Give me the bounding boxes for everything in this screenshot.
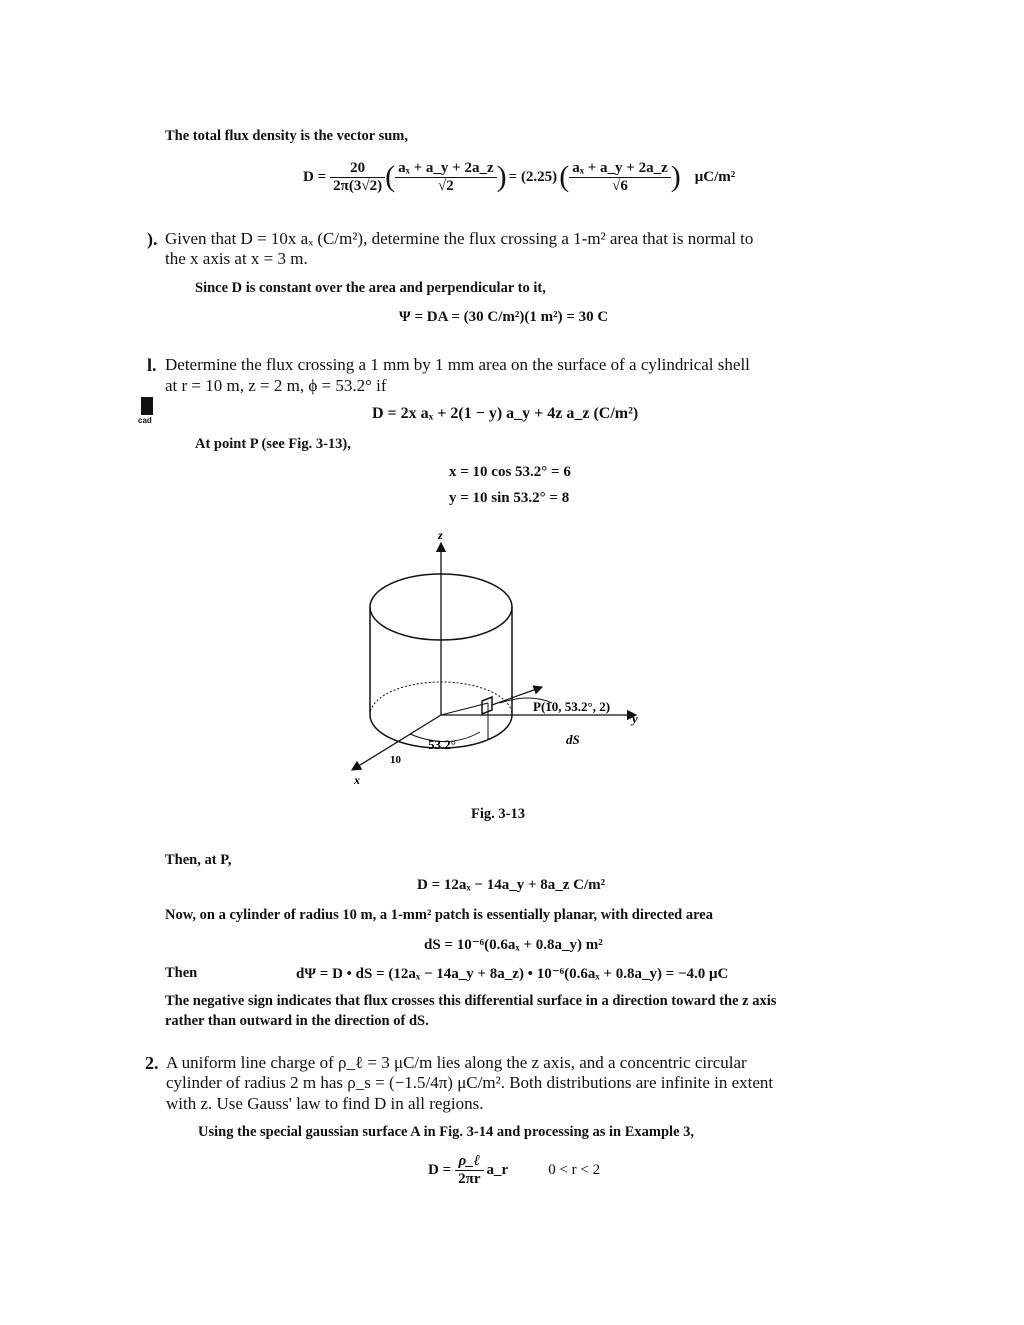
eq-lhs: D = — [428, 1161, 452, 1178]
cylinder-diagram — [330, 525, 650, 790]
margin-mark-text: cad — [138, 416, 152, 425]
label-angle: 53.2° — [428, 737, 456, 752]
eq-range: 0 < r < 2 — [548, 1161, 601, 1178]
problem-text-line3: with z. Use Gauss' law to find D in all regions. — [166, 1094, 484, 1113]
problem-number: 2. — [145, 1053, 159, 1073]
vec1-num: aₓ + a_y + 2a_z — [395, 160, 497, 178]
vec2-fraction — [569, 160, 671, 195]
negative-sign-line1: The negative sign indicates that flux crosses this differential surface in a direction toward the z axis — [165, 993, 777, 1009]
problem-number: l. — [147, 355, 157, 375]
problem-text-line1: Given that D = 10x aₓ (C/m²), determine the flux crossing a 1-m² area that is normal to — [165, 229, 754, 248]
d-region1-equation — [428, 1150, 600, 1190]
coef-fraction — [330, 160, 385, 195]
coef-den: 2π(3√2) — [333, 177, 383, 194]
vec2-den: √6 — [612, 177, 628, 194]
intro-text: The total flux density is the vector sum, — [165, 128, 409, 144]
at-point-text: At point P (see Fig. 3-13), — [195, 436, 351, 452]
label-x: x — [354, 773, 360, 787]
vec1-fraction — [395, 160, 497, 195]
eq-num: ρ_ℓ — [455, 1153, 483, 1171]
solution-text: Since D is constant over the area and perpendicular to it, — [195, 280, 546, 296]
label-point: P(10, 53.2°, 2) — [533, 699, 611, 714]
ds-equation: dS = 10⁻⁶(0.6aₓ + 0.8a_y) m² — [424, 937, 603, 953]
negative-sign-line2: rather than outward in the direction of dS. — [165, 1013, 429, 1029]
figure-3-13 — [330, 525, 650, 790]
solution-text: Using the special gaussian surface A in Fig. 3-14 and processing as in Example 3, — [198, 1124, 695, 1140]
eq-unit: μC/m² — [694, 168, 736, 185]
problem-text-line2: cylinder of radius 2 m has ρ_s = (−1.5/4π) μC/m². Both distributions are infinite in extent — [166, 1073, 774, 1092]
margin-mark-icon — [141, 397, 153, 415]
then-at-p-text: Then, at P, — [165, 852, 232, 868]
eq-mid: = (2.25) — [508, 168, 558, 185]
problem-text-line2: the x axis at x = 3 m. — [165, 249, 308, 268]
eq-fraction — [455, 1153, 483, 1188]
vec2-num: aₓ + a_y + 2a_z — [569, 160, 671, 178]
dpsi-equation: dΨ = D • dS = (12aₓ − 14a_y + 8a_z) • 10⁻⁶(0.6aₓ + 0.8a_y) = −4.0 μC — [296, 966, 729, 982]
label-y: y — [632, 711, 638, 726]
y-equation: y = 10 sin 53.2° = 8 — [449, 490, 570, 506]
coef-num: 20 — [330, 160, 385, 178]
eq-lhs: D = — [303, 168, 327, 185]
problem-text-line1: A uniform line charge of ρ_ℓ = 3 μC/m lies along the z axis, and a concentric circular — [166, 1053, 747, 1072]
label-z: z — [438, 528, 443, 542]
now-text: Now, on a cylinder of radius 10 m, a 1-mm² patch is essentially planar, with directed area — [165, 907, 713, 923]
vec1-den: √2 — [438, 177, 454, 194]
label-radius: 10 — [390, 754, 401, 766]
figure-caption: Fig. 3-13 — [471, 806, 525, 822]
flux-equation: Ψ = DA = (30 C/m²)(1 m²) = 30 C — [399, 309, 609, 325]
label-ds: dS — [566, 732, 580, 747]
problem-text-line1: Determine the flux crossing a 1 mm by 1 mm area on the surface of a cylindrical shell — [165, 355, 750, 374]
eq-vec: a_r — [486, 1161, 509, 1178]
d-at-p-equation: D = 12aₓ − 14a_y + 8a_z C/m² — [417, 877, 606, 893]
then-label: Then — [165, 965, 198, 981]
problem-number: ). — [147, 229, 158, 249]
radius-line — [441, 703, 488, 715]
problem-text-line2: at r = 10 m, z = 2 m, ϕ = 53.2° if — [165, 376, 387, 395]
given-d-equation: D = 2x aₓ + 2(1 − y) a_y + 4z a_z (C/m²) — [372, 405, 639, 422]
x-equation: x = 10 cos 53.2° = 6 — [449, 464, 571, 480]
ds-patch-icon — [482, 697, 492, 714]
eq-den: 2πr — [458, 1170, 481, 1187]
total-flux-equation: D = $\frac{20}{2\pi(3√2)}$ ( $\frac{\text{aₓ + a\_y + 2a\_z}}{√2}$ ) = (2.25) ( $\frac{\text{aₓ + a\_y + 2a\_z}}{√6}$ ) μC/m² — [303, 159, 736, 194]
